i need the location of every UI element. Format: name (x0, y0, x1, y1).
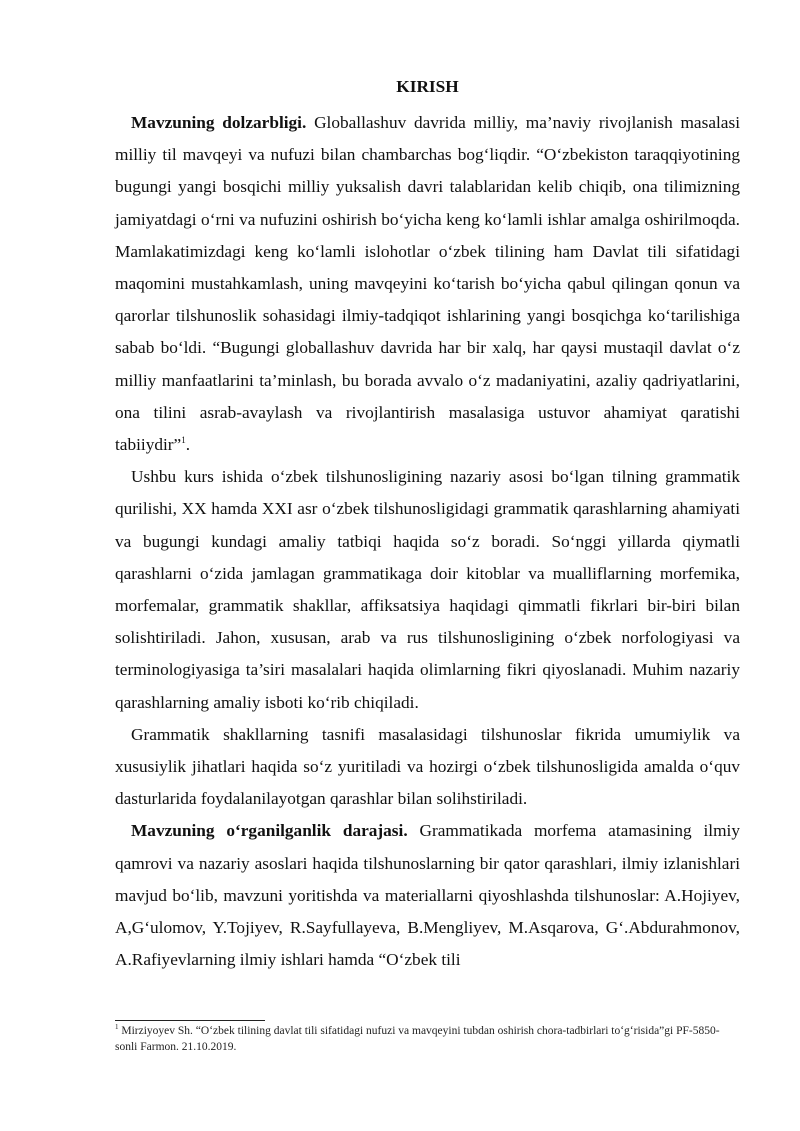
paragraph-text: Ushbu kurs ishida o‘zbek tilshunosligining nazariy asosi bo‘lgan tilning grammatik qurilishi, XX hamda XXI asr o‘zbek tilshunosligidagi grammatik qarashlarning ahamiyati va bugungi kundagi amaliy tatbiqi haqida so‘z boradi. So‘nggi yillarda qiymatli qarashlarni o‘zida jamlagan grammatikaga doir kitoblar va mualliflarning morfemika, morfemalar, grammatik shakllar, affiksatsiya haqidagi qimmatli fikrlari bir-biri bilan solishtiriladi. Jahon, xususan, arab va rus tilshunosligining o‘zbek norfologiyasi va terminologiyasiga ta’siri masalalari haqida olimlarning fikri qiyoslanadi. Muhim nazariy qarashlarning amaliy isboti ko‘rib chiqiladi. (115, 467, 740, 712)
page-title: KIRISH (396, 77, 459, 96)
footnote (115, 1023, 740, 1055)
paragraph-study-degree (115, 815, 740, 976)
paragraph-course-work (115, 461, 740, 719)
paragraph-relevance (115, 107, 740, 461)
paragraph-text: Globallashuv davrida milliy, ma’naviy rivojlanish masalasi milliy til mavqeyi va nufuzi bilan chambarchas bog‘liqdir. “O‘zbekiston taraqqiyotining bugungi yangi bosqichi milliy yuksalish davri talablaridan kelib chiqib, ona tilimizning jamiyatdagi o‘rni va nufuzini oshirish bo‘yicha keng ko‘lamli ishlar amalga oshirilmoqda. Mamlakatimizdagi keng ko‘lamli islohotlar o‘zbek tilining ham Davlat tili sifatidagi maqomini mustahkamlash, uning mavqeyini ko‘tarish bo‘yicha qabul qilingan qonun va qarorlar tilshunoslik sohasidagi ilmiy-tadqiqot ishlarining yangi bosqichga ko‘tarilishiga sabab bo‘ldi. “Bugungi globallashuv davrida har bir xalq, har qaysi mustaqil davlat o‘z milliy manfaatlarini ta’minlash, bu borada avvalo o‘z madaniyatini, azaliy qadriyatlarini, ona tilini asrab-avaylash va rivojlantirish masalasiga ustuvor ahamiyat qaratishi tabiiydir” (115, 113, 740, 455)
footnote-reference[interactable]: 1 (181, 435, 186, 446)
paragraph-lead: Mavzuning o‘rganilganlik darajasi. (131, 821, 408, 841)
footnote-separator (115, 1020, 265, 1021)
paragraph-classification (115, 719, 740, 816)
paragraph-tail: . (185, 435, 191, 455)
paragraph-text: Grammatik shakllarning tasnifi masalasidagi tilshunoslar fikrida umumiylik va xususiylik jihatlari haqida so‘z yuritiladi va hozirgi o‘zbek tilshunosligida amalda o‘quv dasturlarida foydalanilayotgan qarashlar bilan solihstiriladi. (115, 724, 740, 809)
page-body (115, 77, 740, 976)
paragraph-lead: Mavzuning dolzarbligi. (131, 113, 307, 132)
paragraph-text: Grammatikada morfema atamasining ilmiy qamrovi va nazariy asoslari haqida tilshunoslarning bir qator qarashlari, ilmiy izlanishlari mavjud bo‘lib, mavzuni yoritishda va materiallarni qiyoshlashda tilshunoslar: A.Hojiyev, A,G‘ulomov, Y.Tojiyev, R.Sayfullayeva, B.Mengliyev, M.Asqarova, G‘.Abdurahmonov, A.Rafiyevlarning ilmiy ishlari hamda “O‘zbek tili (115, 821, 740, 970)
footnote-text: Mirziyoyev Sh. “O‘zbek tilining davlat tili sifatidagi nufuzi va mavqeyini tubdan oshirish chora-tadbirlari to‘g‘risida”gi PF-5850-sonli Farmon. 21.10.2019. (115, 1025, 720, 1053)
footnote-number: 1 (115, 1023, 119, 1032)
